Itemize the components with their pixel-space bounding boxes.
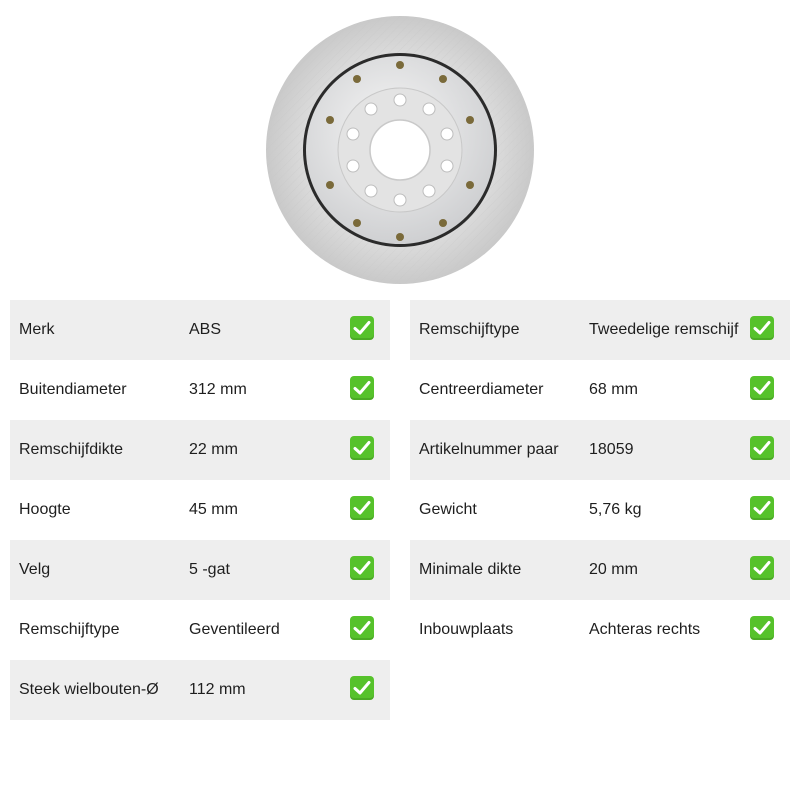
spec-row-artikelnummer [410, 420, 790, 480]
spec-value: 22 mm [189, 441, 238, 458]
check-icon [350, 436, 374, 460]
spec-value: 5 -gat [189, 561, 230, 578]
spec-value: ABS [189, 321, 222, 338]
spec-value: 312 mm [189, 381, 247, 398]
check-icon [750, 496, 774, 520]
spec-row-remschijftype-2 [410, 300, 790, 360]
check-icon [350, 556, 374, 580]
spec-label: Minimale dikte [419, 561, 522, 578]
spec-value: Geventileerd [189, 621, 280, 638]
check-icon [750, 376, 774, 400]
spec-label: Inbouwplaats [419, 621, 514, 638]
spec-label: Merk [19, 321, 55, 338]
spec-value: 5,76 kg [589, 501, 642, 518]
spec-value: 18059 [589, 441, 634, 458]
spec-value: 20 mm [589, 561, 638, 578]
check-icon [350, 376, 374, 400]
check-icon [750, 616, 774, 640]
spec-label: Steek wielbouten-Ø [19, 681, 159, 698]
brake-disc-image [265, 15, 535, 285]
check-icon [350, 496, 374, 520]
spec-value: 45 mm [189, 501, 238, 518]
spec-row-steek-wielbouten [10, 660, 390, 720]
spec-value: Tweedelige remschijf [589, 321, 739, 338]
spec-label: Gewicht [419, 501, 477, 518]
spec-row-hoogte [10, 480, 390, 540]
spec-row-merk [10, 300, 390, 360]
spec-value: Achteras rechts [589, 621, 701, 638]
spec-row-buitendiameter [10, 360, 390, 420]
spec-value: 112 mm [189, 681, 246, 698]
spec-label: Artikelnummer paar [419, 441, 559, 458]
check-icon [350, 316, 374, 340]
spec-row-velg [10, 540, 390, 600]
spec-table-left [10, 300, 390, 720]
spec-row-gewicht [410, 480, 790, 540]
spec-label: Remschijftype [19, 621, 120, 638]
spec-label: Remschijftype [419, 321, 520, 338]
spec-table-right [410, 300, 790, 660]
spec-value: 68 mm [589, 381, 638, 398]
spec-row-centreerdiameter [410, 360, 790, 420]
spec-row-minimale-dikte [410, 540, 790, 600]
spec-label: Buitendiameter [19, 381, 127, 398]
check-icon [750, 316, 774, 340]
check-icon [350, 676, 374, 700]
check-icon [750, 556, 774, 580]
check-icon [350, 616, 374, 640]
check-icon [750, 436, 774, 460]
spec-label: Velg [19, 561, 51, 578]
spec-row-inbouwplaats [410, 600, 790, 660]
spec-label: Centreerdiameter [419, 381, 544, 398]
spec-row-remschijftype [10, 600, 390, 660]
spec-label: Hoogte [19, 501, 71, 518]
spec-row-remschijfdikte [10, 420, 390, 480]
spec-label: Remschijfdikte [19, 441, 124, 458]
